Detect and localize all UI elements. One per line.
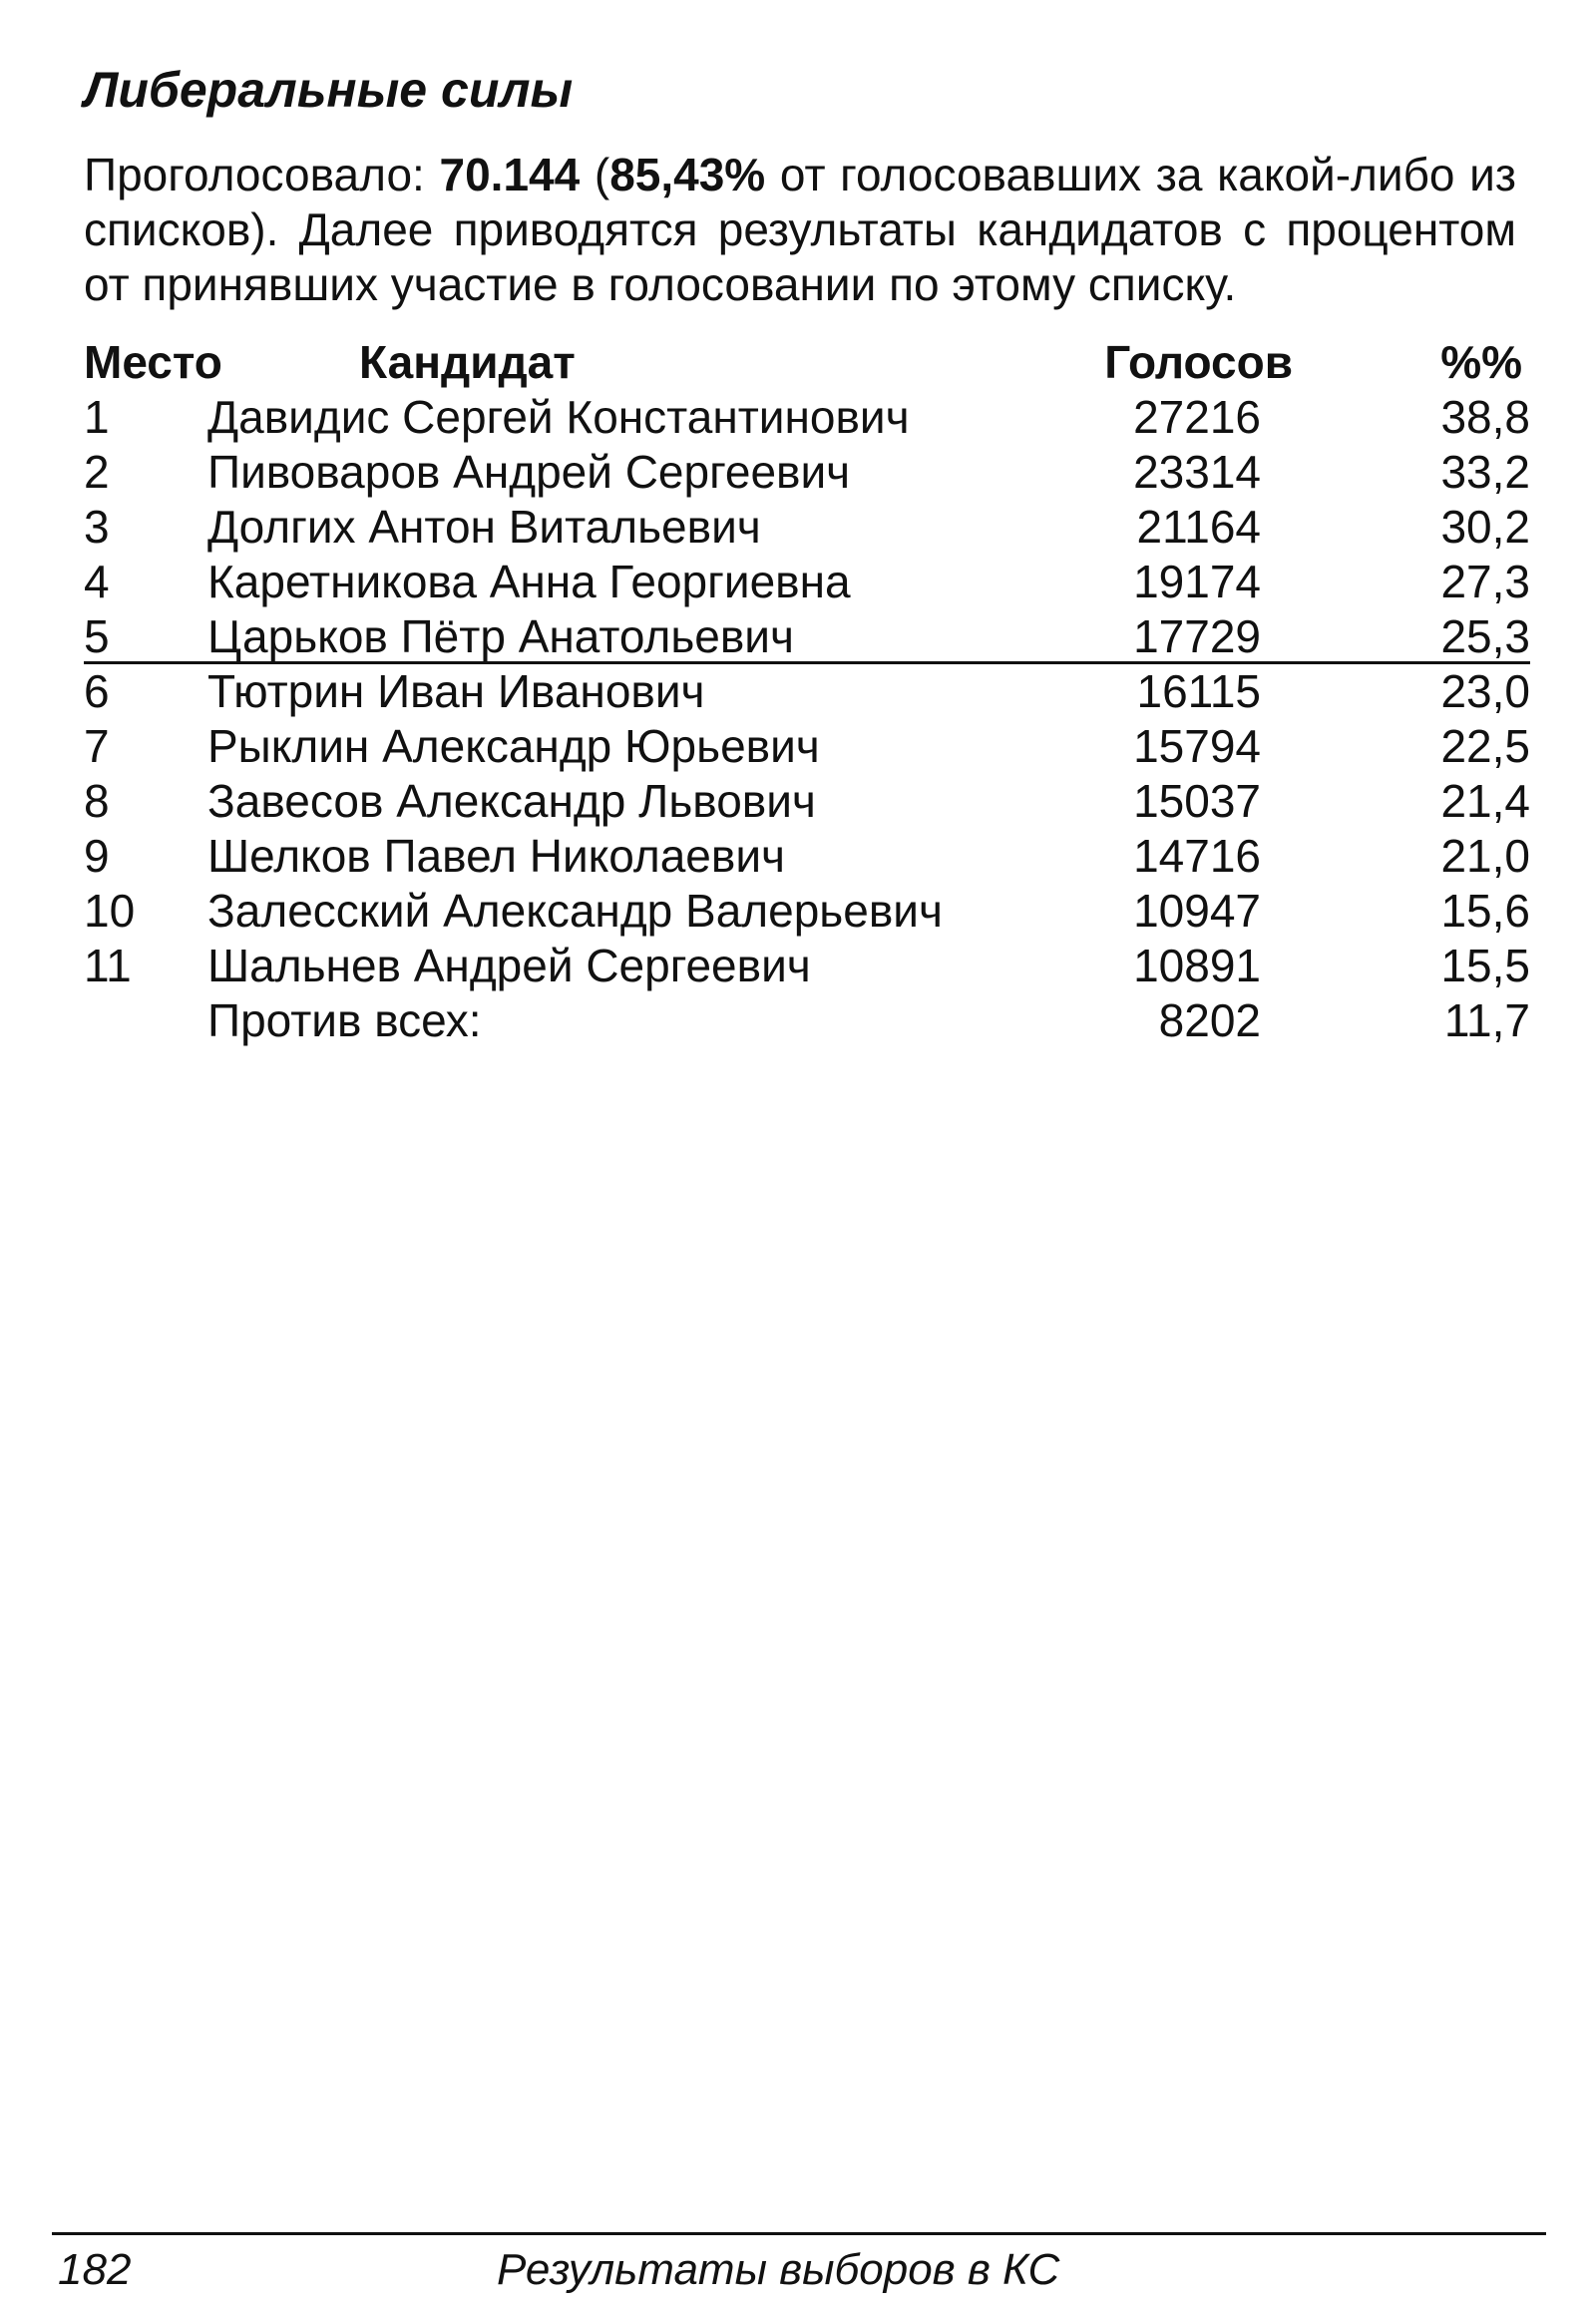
header-candidate: Кандидат: [359, 336, 576, 388]
row-place: 1: [84, 391, 110, 443]
row-percent: 38,8: [1440, 391, 1530, 443]
intro-share: 85,43%: [609, 149, 766, 200]
table-row: [84, 390, 1530, 445]
running-title: Результаты выборов в КС: [497, 2245, 1060, 2294]
row-votes: 21164: [1136, 501, 1261, 553]
intro-rest: от голосовавших за какой-либо из списков). Далее приводятся результаты кандидатов с процентом от принявших участие в голосовании по этому списку.: [84, 149, 1516, 310]
row-place: 3: [84, 501, 110, 553]
row-place: 10: [84, 885, 136, 937]
row-percent: 23,0: [1440, 665, 1530, 717]
row-candidate: Шелков Павел Николаевич: [207, 830, 785, 882]
row-candidate: Долгих Антон Витальевич: [207, 501, 761, 553]
row-percent: 33,2: [1440, 446, 1530, 498]
row-votes: 14716: [1133, 830, 1261, 882]
intro-paragraph: [84, 148, 1516, 312]
row-place: 11: [84, 940, 132, 991]
row-votes: 17729: [1133, 610, 1261, 662]
intro-lead: Проголосовало:: [84, 149, 440, 200]
row-candidate: Царьков Пётр Анатольевич: [207, 610, 794, 662]
intro-open-paren: (: [580, 149, 610, 200]
row-votes: 19174: [1133, 556, 1261, 607]
header-votes: Голосов: [1104, 336, 1293, 388]
header-place: Место: [84, 336, 222, 388]
row-votes: 15794: [1133, 720, 1261, 772]
row-votes: 23314: [1133, 446, 1261, 498]
row-votes: 15037: [1133, 775, 1261, 827]
row-place: 2: [84, 446, 110, 498]
table-row-cutoff: [84, 609, 1530, 664]
table-row: [84, 719, 1530, 774]
row-percent: 27,3: [1440, 556, 1530, 607]
row-place: 5: [84, 610, 110, 662]
table-header: [84, 335, 1530, 390]
row-candidate: Пивоваров Андрей Сергеевич: [207, 446, 851, 498]
row-place: 6: [84, 665, 110, 717]
row-candidate: Каретникова Анна Георгиевна: [207, 556, 851, 607]
row-percent: 22,5: [1440, 720, 1530, 772]
results-table: [84, 335, 1530, 1048]
table-row: [84, 555, 1530, 609]
page-number: 182: [58, 2245, 132, 2294]
row-percent: 15,6: [1440, 885, 1530, 937]
section-title: Либеральные силы: [84, 62, 574, 118]
row-percent: 21,4: [1440, 775, 1530, 827]
row-votes: 10947: [1133, 885, 1261, 937]
row-place: 4: [84, 556, 110, 607]
table-row: [84, 774, 1530, 829]
row-candidate: Тютрин Иван Иванович: [207, 665, 705, 717]
table-row-against-all: [84, 993, 1530, 1048]
table-row: [84, 664, 1530, 719]
against-all-label: Против всех:: [207, 994, 482, 1046]
row-candidate: Рыклин Александр Юрьевич: [207, 720, 820, 772]
table-row: [84, 939, 1530, 993]
footer-divider: [52, 2232, 1546, 2235]
row-percent: 30,2: [1440, 501, 1530, 553]
row-votes: 16115: [1136, 665, 1261, 717]
row-place: 9: [84, 830, 110, 882]
row-percent: 25,3: [1440, 610, 1530, 662]
row-percent: 21,0: [1440, 830, 1530, 882]
table-row: [84, 500, 1530, 555]
row-candidate: Залесский Александр Валерьевич: [207, 885, 943, 937]
row-candidate: Давидис Сергей Константинович: [207, 391, 910, 443]
intro-votes-total: 70.144: [439, 149, 581, 200]
table-row: [84, 445, 1530, 500]
row-place: 8: [84, 775, 110, 827]
row-votes: 10891: [1133, 940, 1261, 991]
against-all-percent: 11,7: [1443, 994, 1530, 1046]
header-percent: %%: [1440, 336, 1522, 388]
row-candidate: Завесов Александр Львович: [207, 775, 816, 827]
row-place: 7: [84, 720, 110, 772]
table-row: [84, 829, 1530, 884]
row-percent: 15,5: [1440, 940, 1530, 991]
against-all-votes: 8202: [1158, 994, 1261, 1046]
table-row: [84, 884, 1530, 939]
row-votes: 27216: [1133, 391, 1261, 443]
row-candidate: Шальнев Андрей Сергеевич: [207, 940, 811, 991]
